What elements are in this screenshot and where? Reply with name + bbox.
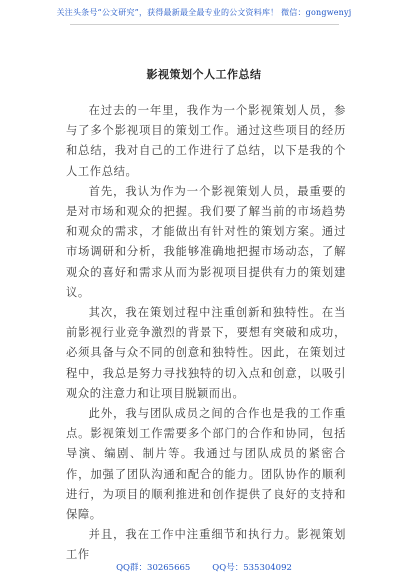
footer-contact [0,561,408,573]
document-body [66,101,346,566]
footer-qq-group: QQ群：30265665 [116,563,191,573]
footer-qq-number: QQ号：535304092 [212,563,292,573]
header-banner: 关注头条号“公文研究”，获得最新最全最专业的公文资料库！ 微信：gongwenyj [56,8,352,17]
paragraph-4: 此外，我与团队成员之间的合作也是我的工作重点。影视策划工作需要多个部门的合作和协同，包括导演、编剧、制片等。我通过与团队成员的紧密合作，加强了团队沟通和配合的能力。团队协作的顺利进行，为项目的顺利推进和创作提供了良好的支持和保障。 [66,407,346,522]
paragraph-1: 在过去的一年里，我作为一个影视策划人员，参与了多个影视项目的策划工作。通过这些项目的经历和总结，我对自己的工作进行了总结，以下是我的个人工作总结。 [66,104,346,178]
paragraph-2: 首先，我认为作为一个影视策划人员，最重要的是对市场和观众的把握。我们要了解当前的市场趋势和观众的需求，才能做出有针对性的策划方案。通过市场调研和分析，我能够准确地把握市场动态，了解观众的喜好和需求从而为影视项目提供有力的策划建议。 [66,184,346,299]
paragraph-3: 其次，我在策划过程中注重创新和独特性。在当前影视行业竞争激烈的背景下，要想有突破和成功，必须具备与众不同的创意和独特性。因此，在策划过程中，我总是努力寻找独特的切入点和创意，以吸引观众的注意力和让项目脱颖而出。 [66,306,346,400]
header-divider [70,24,339,25]
document-title: 影视策划个人工作总结 [146,68,262,81]
paragraph-5: 并且，我在工作中注重细节和执行力。影视策划工作 [66,528,346,562]
